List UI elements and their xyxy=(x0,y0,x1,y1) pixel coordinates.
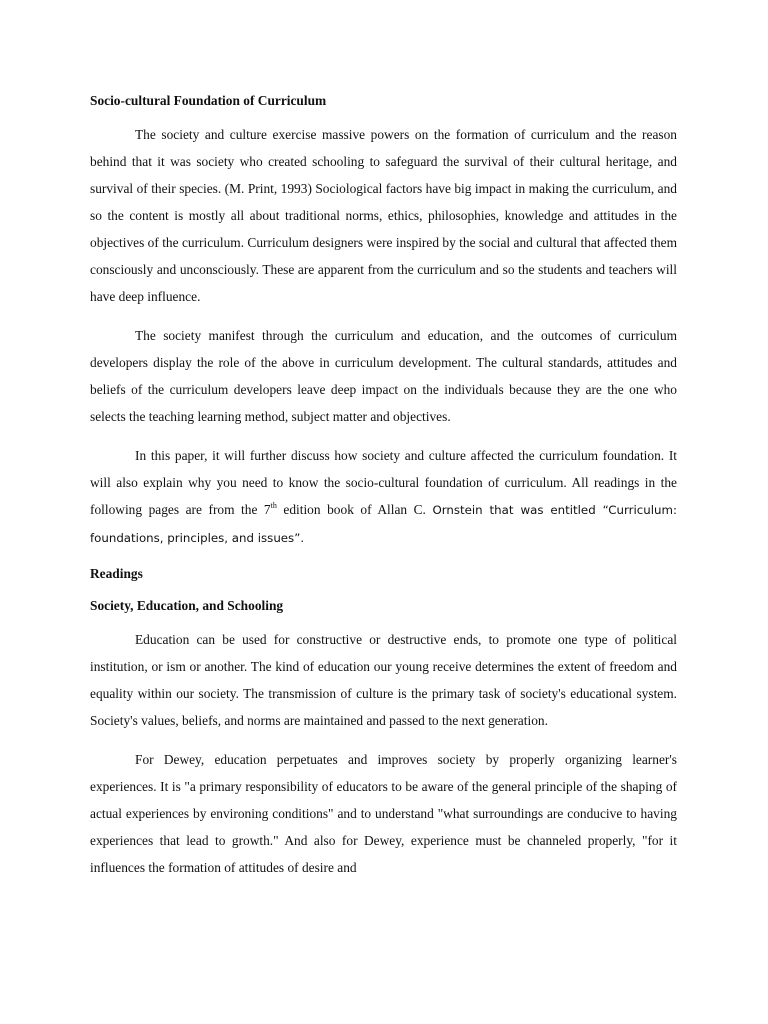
paper-intro-text: In this paper, it will further discuss how society and culture affected the curriculum foundation. It will also explain why you need to know the socio-cultural foundation of curriculum. All readings in the following pages are from the 7 xyxy=(90,448,677,517)
document-title: Socio-cultural Foundation of Curriculum xyxy=(90,93,327,108)
paper-intro-text-cont: edition book of Allan C. xyxy=(276,502,433,517)
readings-heading: Readings xyxy=(90,566,143,581)
paragraph-society-manifest: The society manifest through the curriculum and education, and the outcomes of curriculum developers display the role of the above in curriculum development. The cultural standards, attitudes and beliefs of the curriculum developers leave deep impact on the individuals because they are the one who selects the teaching learning method, subject matter and objectives. xyxy=(90,328,677,424)
paragraph-education-ends: Education can be used for constructive or destructive ends, to promote one type of political institution, or ism or another. The kind of education our young receive determines the extent of freedom and equality within our society. The transmission of culture is the primary task of society's educational system. Society's values, beliefs, and norms are maintained and passed to the next generation. xyxy=(90,632,677,728)
document-page xyxy=(90,91,677,881)
edition-superscript: th xyxy=(270,501,277,510)
section-subheading: Society, Education, and Schooling xyxy=(90,598,284,613)
book-title-text: Ornstein that was entitled “Curriculum: foundations, principles, and issues”. xyxy=(90,503,677,545)
paragraph-paper-intro xyxy=(90,442,677,552)
paragraph-dewey: For Dewey, education perpetuates and improves society by properly organizing learner's experiences. It is "a primary responsibility of educators to be aware of the general principle of the shaping of actual experiences by environing conditions" and to understand "what surroundings are conducive to having experiences that lead to growth." And also for Dewey, experience must be channeled properly, "for it influences the formation of attitudes of desire and xyxy=(90,752,677,875)
paragraph-society-culture: The society and culture exercise massive powers on the formation of curriculum and the reason behind that it was society who created schooling to safeguard the survival of their cultural heritage, and survival of their species. (M. Print, 1993) Sociological factors have big impact in making the curriculum, and so the content is mostly all about traditional norms, ethics, philosophies, knowledge and attitudes in the objectives of the curriculum. Curriculum designers were inspired by the social and cultural that affected them consciously and unconsciously. These are apparent from the curriculum and so the students and teachers will have deep influence. xyxy=(90,127,677,304)
